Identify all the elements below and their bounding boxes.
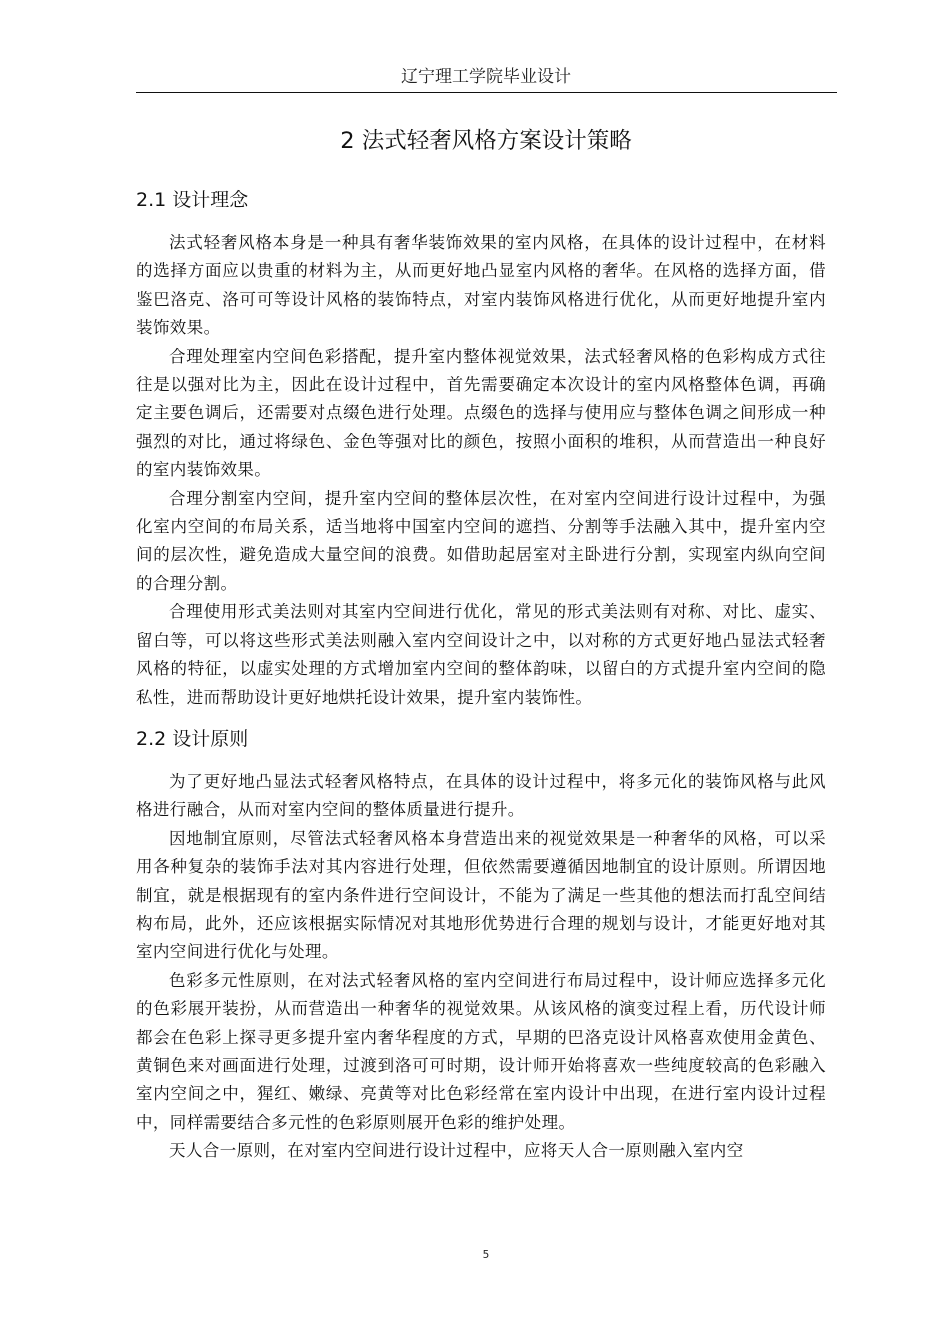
paragraph: 合理处理室内空间色彩搭配，提升室内整体视觉效果，法式轻奢风格的色彩构成方式往往是以强对比为主，因此在设计过程中，首先需要确定本次设计的室内风格整体色调，再确定主要色调后，还需要对点缀色进行处理。点缀色的选择与使用应与整体色调之间形成一种强烈的对比，通过将绿色、金色等强对比的颜色，按照小面积的堆积，从而营造出一种良好的室内装饰效果。 [136,346,826,480]
document-body [136,185,826,1166]
header-rule [136,92,837,93]
paragraph: 为了更好地凸显法式轻奢风格特点，在具体的设计过程中，将多元化的装饰风格与此风格进行融合，从而对室内空间的整体质量进行提升。 [136,771,826,820]
paragraph: 合理分割室内空间，提升室内空间的整体层次性，在对室内空间进行设计过程中，为强化室内空间的布局关系，适当地将中国室内空间的遮挡、分割等手法融入其中，提升室内空间的层次性，避免造成大量空间的浪费。如借助起居室对主卧进行分割，实现室内纵向空间的合理分割。 [136,488,826,593]
paragraph: 色彩多元性原则，在对法式轻奢风格的室内空间进行布局过程中，设计师应选择多元化的色彩展开装扮，从而营造出一种奢华的视觉效果。从该风格的演变过程上看，历代设计师都会在色彩上探寻更多提升室内奢华程度的方式，早期的巴洛克设计风格喜欢使用金黄色、黄铜色来对画面进行处理，过渡到洛可可时期，设计师开始将喜欢一些纯度较高的色彩融入室内空间之中，猩红、嫩绿、亮黄等对比色彩经常在室内设计中出现，在进行室内设计过程中，同样需要结合多元性的色彩原则展开色彩的维护处理。 [136,970,826,1132]
page-number: 5 [482,1249,490,1261]
paragraph: 因地制宜原则，尽管法式轻奢风格本身营造出来的视觉效果是一种奢华的风格，可以采用各种复杂的装饰手法对其内容进行处理，但依然需要遵循因地制宜的设计原则。所谓因地制宜，就是根据现有的室内条件进行空间设计，不能为了满足一些其他的想法而打乱空间结构布局，此外，还应该根据实际情况对其地形优势进行合理的规划与设计，才能更好地对其室内空间进行优化与处理。 [136,828,826,962]
page-header: 辽宁理工学院毕业设计 [401,67,571,87]
paragraph: 天人合一原则，在对室内空间进行设计过程中，应将天人合一原则融入室内空 [169,1141,744,1161]
section-heading-design-principles: 2.2 设计原则 [136,727,249,750]
paragraph: 合理使用形式美法则对其室内空间进行优化，常见的形式美法则有对称、对比、虚实、留白等，可以将这些形式美法则融入室内空间设计之中，以对称的方式更好地凸显法式轻奢风格的特征，以虚实处理的方式增加室内空间的整体韵味，以留白的方式提升室内空间的隐私性，进而帮助设计更好地烘托设计效果，提升室内装饰性。 [136,602,826,707]
paragraph: 法式轻奢风格本身是一种具有奢华装饰效果的室内风格，在具体的设计过程中，在材料的选择方面应以贵重的材料为主，从而更好地凸显室内风格的奢华。在风格的选择方面，借鉴巴洛克、洛可可等设计风格的装饰特点，对室内装饰风格进行优化，从而更好地提升室内装饰效果。 [136,233,826,338]
section-heading-design-concept: 2.1 设计理念 [136,189,249,211]
chapter-title: 2 法式轻奢风格方案设计策略 [340,128,632,154]
